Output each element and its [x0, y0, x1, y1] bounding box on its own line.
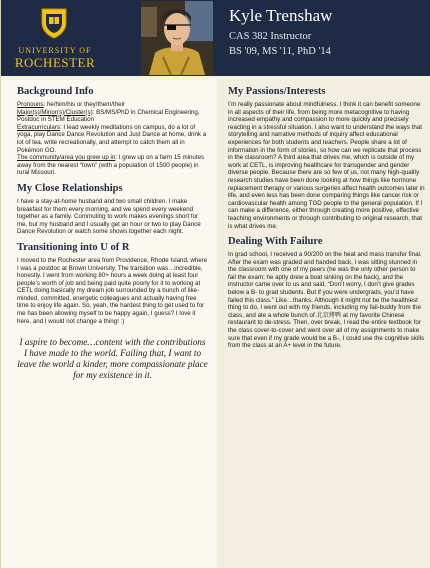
profile-title: CAS 382 Instructor	[229, 31, 312, 42]
portrait-image	[141, 1, 213, 75]
left-column	[1, 80, 217, 568]
transition-heading: Transitioning into U of R	[17, 241, 130, 253]
passions-heading: My Passions/Interests	[228, 86, 326, 97]
university-logo	[7, 4, 103, 72]
logo-university-text: UNIVERSITY OF	[18, 46, 92, 55]
passions-section	[228, 86, 425, 230]
profile-photo	[141, 1, 213, 75]
pronouns-text	[17, 101, 208, 109]
community-value: : I grew up on a farm 15 minutes away from the nearest “town” (with a population of 1500 people) in rural Missouri.	[17, 154, 205, 177]
background-section	[17, 86, 208, 177]
majors-label: Major(s)/Minor(s)/Cluster(s)	[17, 108, 93, 116]
profile-degrees: BS '09, MS '11, PhD '14	[229, 46, 331, 57]
background-heading: Background Info	[17, 86, 94, 97]
failure-heading: Dealing With Failure	[228, 236, 323, 248]
majors-value: : BS/MS/PhD in Chemical Engineering, Postdoc in STEM Education	[17, 108, 200, 124]
extracurriculars-text	[17, 124, 208, 154]
extracurriculars-value: : I lead weekly meditations on campus, do a lot of yoga, play Dance Dance Revolution and Just Dance at home, drink a lot of tea, write recreationally, and attempt to catch them all in Pokémon GO.	[17, 123, 207, 154]
transition-text: I moved to the Rochester area from Providence, Rhode Island, where I was a postdoc at Brown University. The transition was…incredible, honestly. I went from working 80+ hours a week doing at least four people’s worth of job and being paid quite poorly for it to working at CETL doing basically my dream job surrounded by a bunch of like-minded, committed, energetic colleagues and actually having free time to enjoy life again. So, yeah, the hardest thing to get used to for me has been allowing myself to be happy again, I guess? I love it here, and I would not change a thing! :)	[17, 256, 208, 325]
profile-name: Kyle Trenshaw	[229, 6, 333, 25]
relationships-heading: My Close Relationships	[17, 182, 123, 194]
pronouns-value: : he/him/his or they/them/their	[43, 101, 126, 108]
community-text	[17, 154, 208, 177]
majors-text	[17, 109, 208, 124]
relationships-text: I have a stay-at-home husband and two small children. I make breakfast for them every morning, and we spend every weekend together as a family. Commuting to work makes evenings short for me, but my husband and I usually get an hour or two to play Dance Dance Revolution or watch some shows together each night.	[17, 197, 201, 236]
relationships-section	[17, 183, 208, 236]
passions-text: I’m really passionate about mindfulness. I think it can benefit someone in all aspects of their life, from being more metacognitive to having increased empathy and compassion to more quickly and precisely reacting in a stressful situation. I also want to understand the ways that storytelling and narrative methods of inquiry affect educational experiences for both students and teachers. People share a lot of information in the form of stories, so how can we replicate that process in the classroom? A third area that drives me, which is outside of my work at CETL, is improving healthcare for transgender and gender diverse people. Because there are so few of us, not many high-quality research studies have been done looking at how things like hormone replacement therapy or various surgeries affect health outcomes later in life, and even less has been done comparing things like cancer risk or cardiovascular health among TGD people to the general population. If I can make a difference, either through creating more positive, effective teaching environments or through contributing to original research, that is what drives me.	[228, 101, 425, 230]
aspiration-quote: I aspire to become…content with the contributions I have made to the world. Failing that, I want to leave the world a kinder, more compassionate place for my existence in it.	[17, 337, 208, 381]
community-label: The community/area you grew up in	[17, 154, 116, 162]
pronouns-label: Pronouns	[17, 101, 44, 108]
logo-rochester-text: ROCHESTER	[14, 55, 96, 70]
right-column	[217, 80, 430, 568]
failure-text: In grad school, I received a 90/200 on the heat and mass transfer final. After the exam was graded and handed back, I was sitting stunned in the classroom with one of my peers (he was the only other person to fail the exam; he aptly drew a boat sinking on the back), and the instructor came over to us and said, “Don’t worry, I don’t give grades below a B- to grad students. But if you were undergrads, you’d have failed this class.” Like…thanks. Although it might not be the healthiest thing to do, I went out with my friends, including my fail-buddy from the class, and ate a whole bunch of 北京烤鸭 at my favorite Chinese restaurant to de-stress. Then, over break, I read the entire textbook for the class cover-to-cover and went over all of my assignments to make sure that even if my grade would be a B-, I could use the cognitive skills from the class at an A+ level in the future.	[228, 251, 425, 350]
header-banner	[1, 0, 430, 76]
extracurriculars-label: Extracurriculars	[17, 123, 60, 131]
failure-section	[228, 236, 425, 350]
university-crest-icon	[37, 6, 71, 40]
transition-section	[17, 242, 208, 325]
